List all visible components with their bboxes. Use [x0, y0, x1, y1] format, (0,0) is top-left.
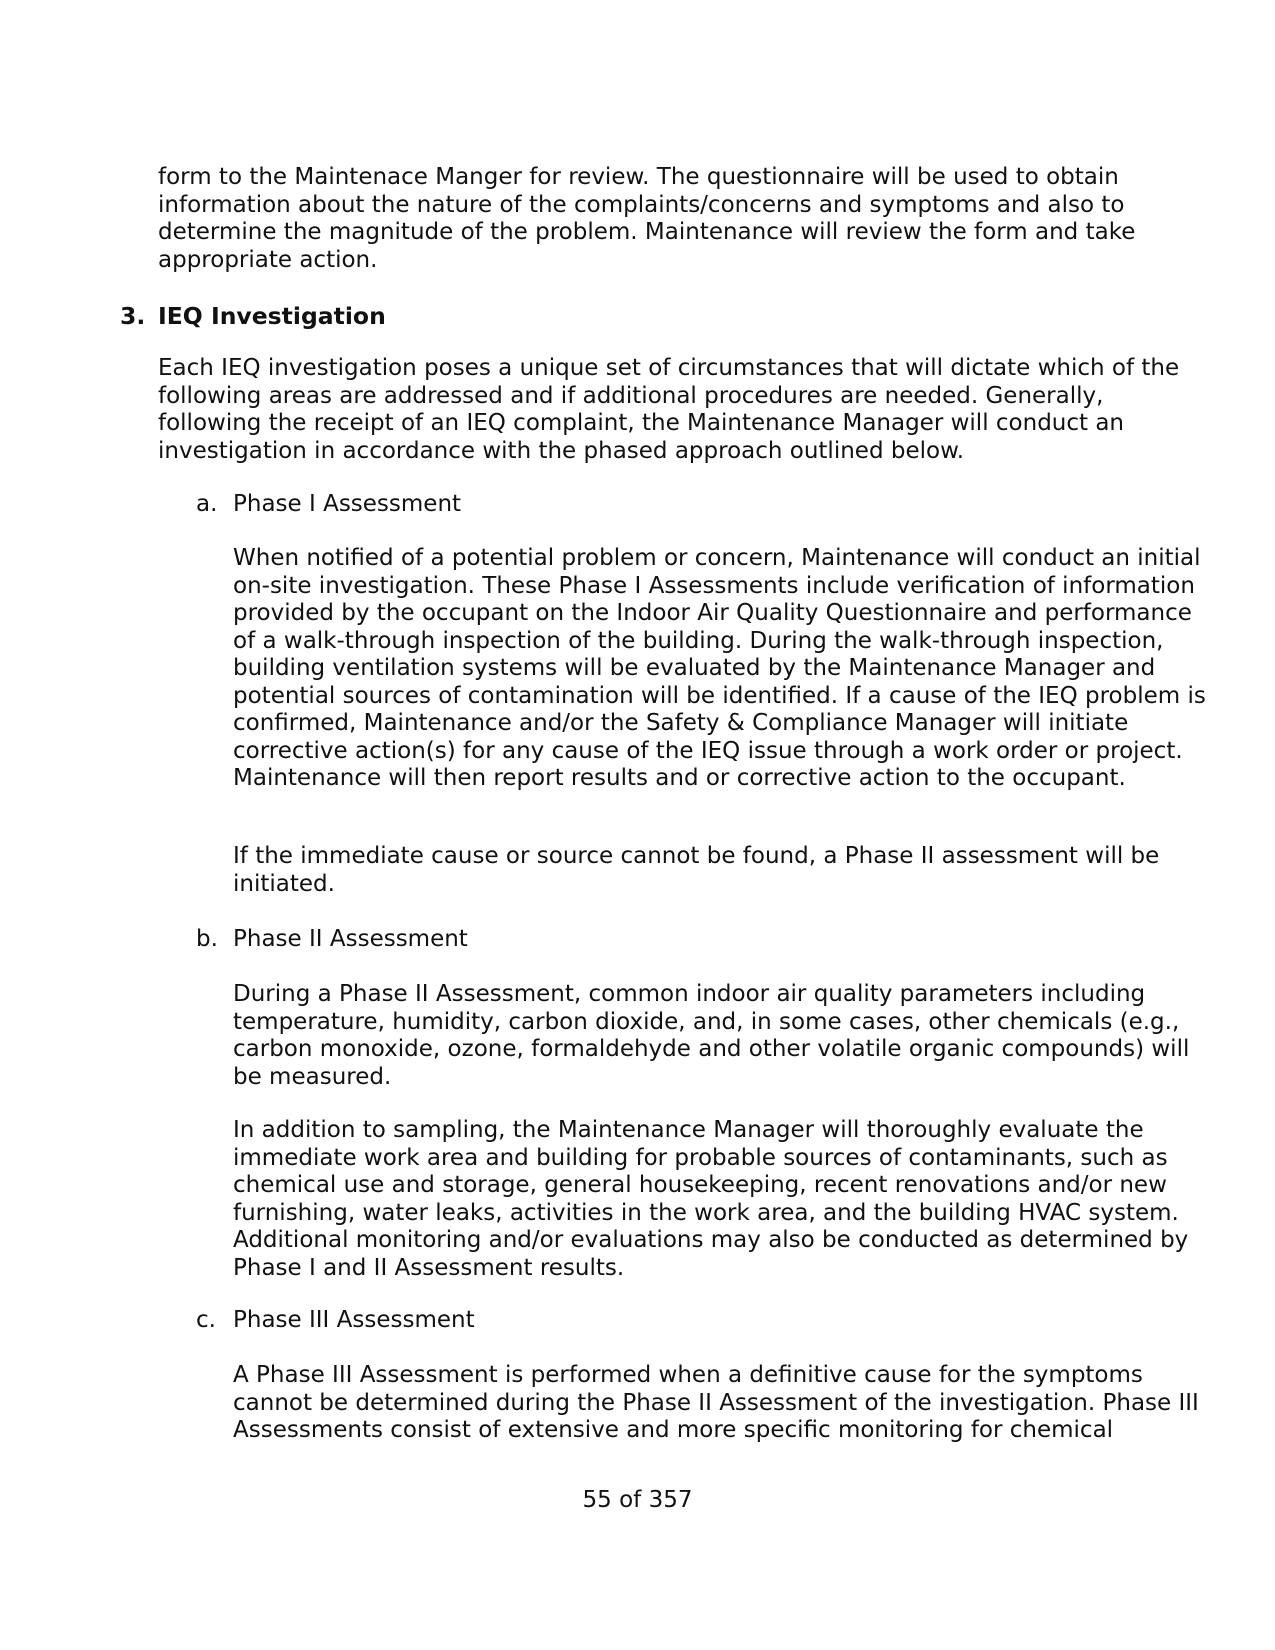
intro-paragraph: form to the Maintenace Manger for review. The questionnaire will be used to obtain information about the nature of the complaints/concerns and symptoms and also to determine the magnitude of the problem. Maintenance will review the form and take appropriate action. — [158, 164, 1136, 273]
page-number: 55 of 357 — [582, 1487, 693, 1513]
phase-3-title: Phase III Assessment — [233, 1307, 475, 1333]
phase-1-title: Phase I Assessment — [233, 491, 462, 517]
phase-1-heading — [196, 491, 461, 519]
phase-1-letter: a. — [196, 491, 218, 517]
phase-3-letter: c. — [196, 1307, 216, 1333]
phase-2-title: Phase II Assessment — [233, 926, 468, 952]
phase-3-heading — [196, 1307, 475, 1335]
section-intro-paragraph: Each IEQ investigation poses a unique set of circumstances that will dictate which of the following areas are addressed and if additional procedures are needed. Generally, following the receipt of an IEQ complaint, the Maintenance Manager will conduct an investigation in accordance with the phased approach outlined below. — [158, 355, 1180, 464]
phase-2-letter: b. — [196, 926, 218, 952]
phase-2-heading — [196, 926, 468, 954]
phase-2-paragraph-1: During a Phase II Assessment, common indoor air quality parameters including temperature, humidity, carbon dioxide, and, in some cases, other chemicals (e.g., carbon monoxide, ozone, formaldehyde and other volatile organic compounds) will be measured. — [233, 981, 1190, 1090]
phase-1-paragraph-1: When notified of a potential problem or concern, Maintenance will conduct an initial on-site investigation. These Phase I Assessments include verification of information provided by the occupant on the Indoor Air Quality Questionnaire and performance of a walk-through inspection of the building. During the walk-through inspection, building ventilation systems will be evaluated by the Maintenance Manager and potential sources of contamination will be identified. If a cause of the IEQ problem is confirmed, Maintenance and/or the Safety & Compliance Manager will initiate corrective action(s) for any cause of the IEQ issue through a work order or project. Maintenance will then report results and or corrective action to the occupant. — [233, 545, 1206, 791]
phase-3-paragraph-1: A Phase III Assessment is performed when a definitive cause for the symptoms cannot be determined during the Phase II Assessment of the investigation. Phase III Assessments consist of extensive and more specific monitoring for chemical — [233, 1362, 1199, 1443]
section-heading — [120, 301, 386, 331]
phase-1-paragraph-2: If the immediate cause or source cannot be found, a Phase II assessment will be initiated. — [233, 843, 1160, 897]
section-title: IEQ Investigation — [158, 302, 386, 330]
section-number: 3. — [120, 302, 146, 330]
phase-2-paragraph-2: In addition to sampling, the Maintenance Manager will thoroughly evaluate the immediate work area and building for probable sources of contaminants, such as chemical use and storage, general housekeeping, recent renovations and/or new furnishing, water leaks, activities in the work area, and the building HVAC system. Additional monitoring and/or evaluations may also be conducted as determined by Phase I and II Assessment results. — [233, 1117, 1189, 1281]
